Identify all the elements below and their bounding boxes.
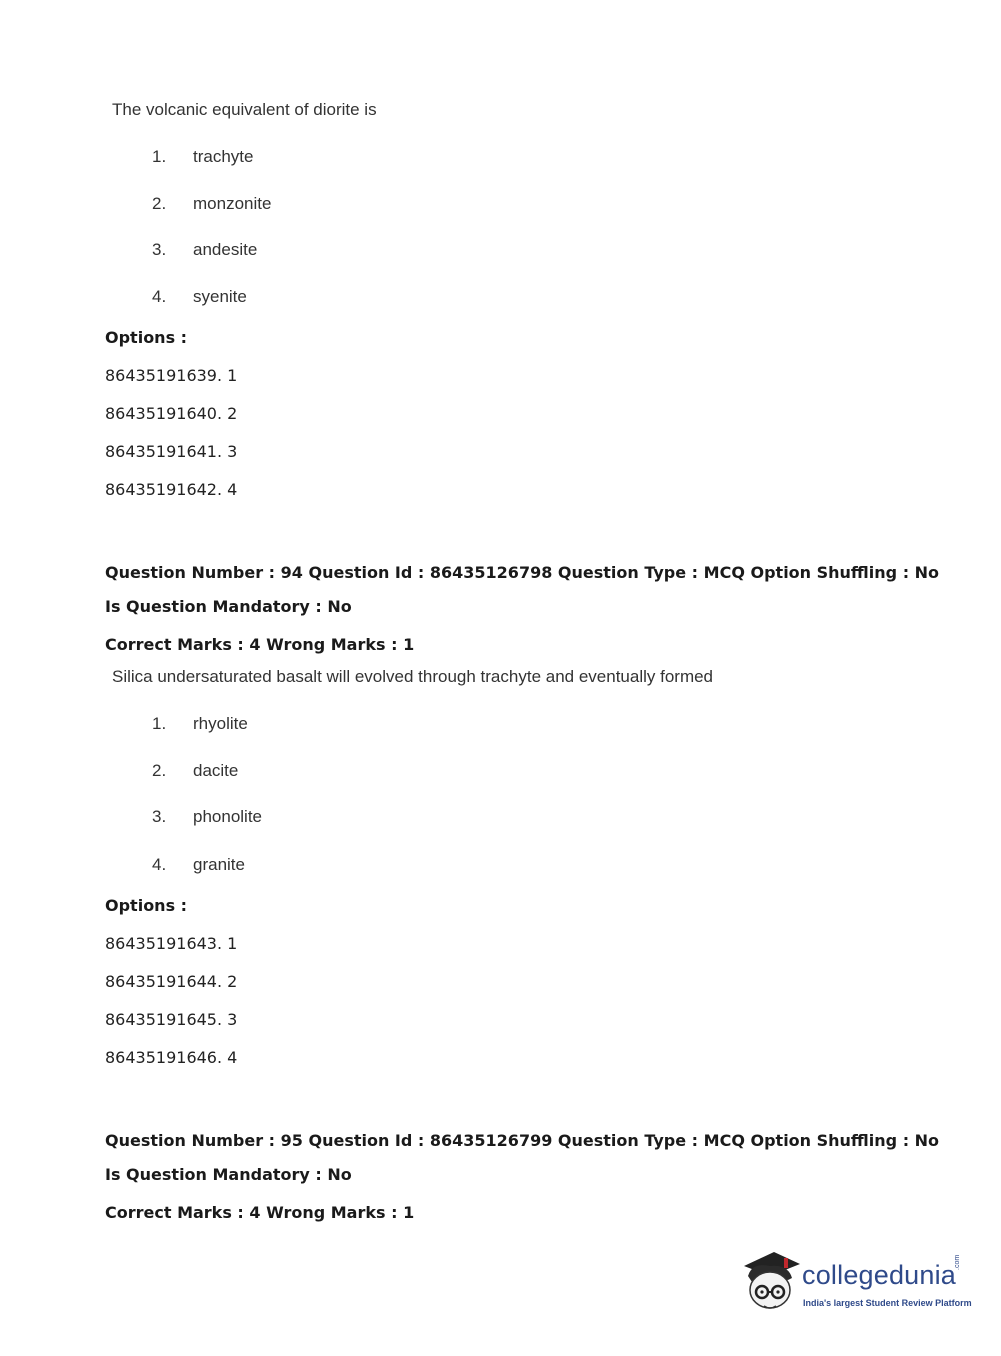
choice-text: phonolite — [193, 807, 263, 826]
option-item: 86435191641. 3 — [105, 442, 238, 461]
choice-text: andesite — [193, 240, 258, 259]
choice-text: monzonite — [193, 194, 272, 213]
question-marks: Correct Marks : 4 Wrong Marks : 1 — [105, 635, 415, 654]
choice-number: 2. — [152, 761, 167, 780]
choice-number: 4. — [152, 855, 167, 874]
choice-number: 4. — [152, 287, 167, 306]
choice-number: 3. — [152, 807, 167, 826]
logo-tagline: India's largest Student Review Platform — [803, 1298, 972, 1308]
choice-text: trachyte — [193, 147, 254, 166]
choice-number: 3. — [152, 240, 167, 259]
question-text: The volcanic equivalent of diorite is — [112, 100, 377, 119]
logo-suffix: .com — [954, 1254, 961, 1270]
option-item: 86435191645. 3 — [105, 1010, 238, 1029]
options-label: Options : — [105, 896, 188, 915]
choice-number: 1. — [152, 714, 167, 733]
choice-number: 2. — [152, 194, 167, 213]
option-item: 86435191643. 1 — [105, 934, 238, 953]
logo-wordmark: collegedunia — [802, 1260, 957, 1290]
question-text: Silica undersaturated basalt will evolved through trachyte and eventually formed — [112, 667, 714, 686]
option-item: 86435191644. 2 — [105, 972, 238, 991]
question-marks: Correct Marks : 4 Wrong Marks : 1 — [105, 1203, 415, 1222]
question-mandatory: Is Question Mandatory : No — [105, 597, 352, 616]
option-item: 86435191642. 4 — [105, 480, 238, 499]
collegedunia-logo — [740, 1246, 970, 1318]
question-header: Question Number : 95 Question Id : 86435126799 Question Type : MCQ Option Shuffling : No — [105, 1131, 940, 1150]
option-item: 86435191646. 4 — [105, 1048, 238, 1067]
choice-number: 1. — [152, 147, 167, 166]
choice-text: dacite — [193, 761, 239, 780]
option-item: 86435191640. 2 — [105, 404, 238, 423]
question-header: Question Number : 94 Question Id : 86435126798 Question Type : MCQ Option Shuffling : No — [105, 563, 940, 582]
student-mascot-icon — [740, 1246, 802, 1318]
options-label: Options : — [105, 328, 188, 347]
choice-text: syenite — [193, 287, 247, 306]
choice-text: rhyolite — [193, 714, 248, 733]
option-item: 86435191639. 1 — [105, 366, 238, 385]
question-mandatory: Is Question Mandatory : No — [105, 1165, 352, 1184]
choice-text: granite — [193, 855, 245, 874]
